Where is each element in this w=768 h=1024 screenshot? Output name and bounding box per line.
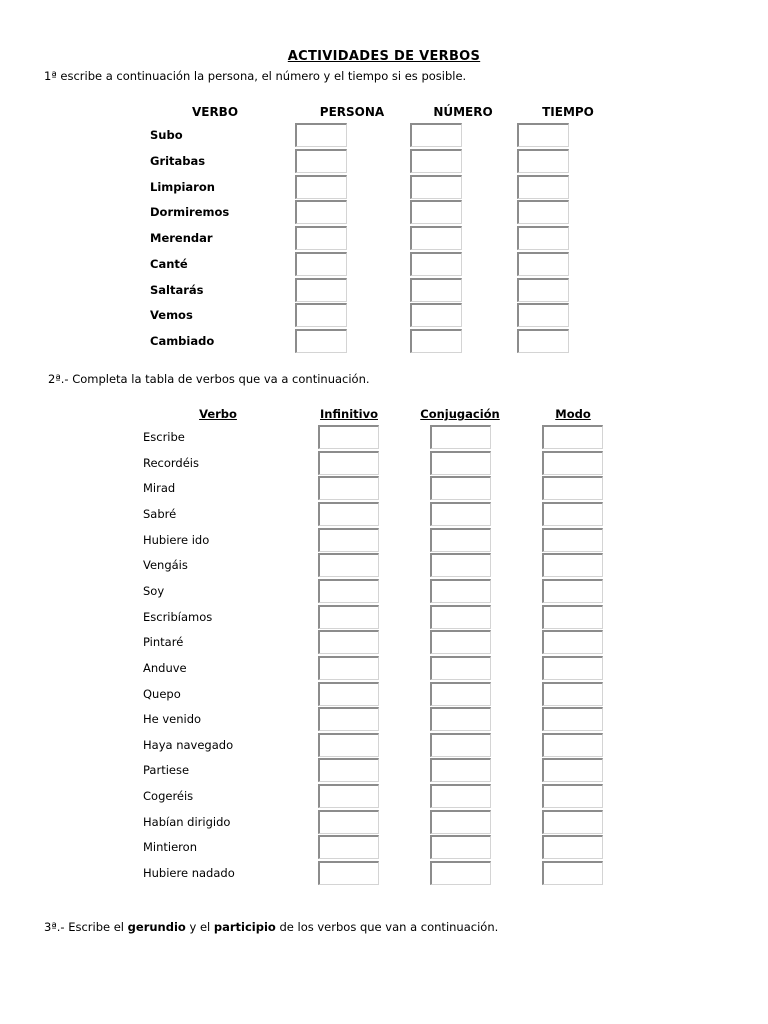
infinitivo-input-box[interactable] — [318, 784, 379, 808]
infinitivo-input-box[interactable] — [318, 835, 379, 859]
persona-input-box[interactable] — [295, 175, 347, 199]
modo-input-box[interactable] — [542, 810, 603, 834]
verb-label: Soy — [143, 583, 165, 598]
verb-label: Vengáis — [143, 558, 188, 573]
gerundio-term: gerundio — [127, 920, 186, 934]
header-conjugacion: Conjugación — [420, 407, 500, 421]
conjugacion-input-box[interactable] — [430, 451, 491, 475]
numero-input-box[interactable] — [410, 123, 462, 147]
conjugacion-input-box[interactable] — [430, 630, 491, 654]
verb-label: Haya navegado — [143, 737, 234, 752]
tiempo-input-box[interactable] — [517, 303, 569, 327]
modo-input-box[interactable] — [542, 835, 603, 859]
conjugacion-input-box[interactable] — [430, 707, 491, 731]
infinitivo-input-box[interactable] — [318, 758, 379, 782]
header-infinitivo: Infinitivo — [320, 407, 378, 421]
verb-label: Gritabas — [150, 153, 206, 168]
infinitivo-input-box[interactable] — [318, 656, 379, 680]
tiempo-input-box[interactable] — [517, 278, 569, 302]
modo-input-box[interactable] — [542, 553, 603, 577]
modo-input-box[interactable] — [542, 528, 603, 552]
verb-label: He venido — [143, 712, 202, 727]
instruction-prefix: 3ª.- Escribe el — [44, 920, 125, 934]
persona-input-box[interactable] — [295, 123, 347, 147]
verb-label: Escribíamos — [143, 609, 213, 624]
modo-input-box[interactable] — [542, 784, 603, 808]
verb-label: Mintieron — [143, 840, 197, 855]
infinitivo-input-box[interactable] — [318, 451, 379, 475]
verb-label: Sabré — [143, 506, 177, 521]
verb-label: Cambiado — [150, 334, 215, 348]
infinitivo-input-box[interactable] — [318, 553, 379, 577]
modo-input-box[interactable] — [542, 733, 603, 757]
persona-input-box[interactable] — [295, 252, 347, 276]
infinitivo-input-box[interactable] — [318, 733, 379, 757]
header-numero: NÚMERO — [433, 105, 493, 119]
infinitivo-input-box[interactable] — [318, 502, 379, 526]
tiempo-input-box[interactable] — [517, 329, 569, 353]
modo-input-box[interactable] — [542, 707, 603, 731]
header-persona: PERSONA — [319, 105, 385, 119]
persona-input-box[interactable] — [295, 226, 347, 250]
verb-label: Recordéis — [143, 455, 199, 470]
infinitivo-input-box[interactable] — [318, 528, 379, 552]
tiempo-input-box[interactable] — [517, 175, 569, 199]
persona-input-box[interactable] — [295, 149, 347, 173]
modo-input-box[interactable] — [542, 861, 603, 885]
modo-input-box[interactable] — [542, 605, 603, 629]
verb-label: Hubiere nadado — [143, 866, 235, 881]
conjugacion-input-box[interactable] — [430, 476, 491, 500]
verb-label: Partiese — [143, 763, 190, 778]
modo-input-box[interactable] — [542, 476, 603, 500]
verb-label: Pintaré — [143, 635, 184, 650]
conjugacion-input-box[interactable] — [430, 502, 491, 526]
instruction-middle: y el — [189, 920, 211, 934]
conjugacion-input-box[interactable] — [430, 605, 491, 629]
verb-label: Mirad — [143, 481, 176, 496]
page-title: ACTIVIDADES DE VERBOS — [287, 49, 481, 64]
numero-input-box[interactable] — [410, 329, 462, 353]
verb-label: Limpiaron — [150, 179, 215, 194]
verb-label: Canté — [150, 256, 188, 271]
persona-input-box[interactable] — [295, 329, 347, 353]
tiempo-input-box[interactable] — [517, 252, 569, 276]
verb-label: Saltarás — [150, 282, 204, 297]
conjugacion-input-box[interactable] — [430, 861, 491, 885]
section3-instruction — [44, 920, 498, 934]
tiempo-input-box[interactable] — [517, 123, 569, 147]
verb-label: Escribe — [143, 430, 185, 444]
numero-input-box[interactable] — [410, 149, 462, 173]
verb-label: Dormiremos — [150, 205, 230, 220]
conjugacion-input-box[interactable] — [430, 579, 491, 603]
modo-input-box[interactable] — [542, 451, 603, 475]
conjugacion-input-box[interactable] — [430, 733, 491, 757]
conjugacion-input-box[interactable] — [430, 682, 491, 706]
infinitivo-input-box[interactable] — [318, 630, 379, 654]
numero-input-box[interactable] — [410, 278, 462, 302]
numero-input-box[interactable] — [410, 175, 462, 199]
verb-label: Merendar — [150, 231, 213, 245]
numero-input-box[interactable] — [410, 226, 462, 250]
infinitivo-input-box[interactable] — [318, 605, 379, 629]
modo-input-box[interactable] — [542, 502, 603, 526]
verb-label: Anduve — [143, 660, 187, 675]
numero-input-box[interactable] — [410, 200, 462, 224]
verb-label: Habían dirigido — [143, 814, 231, 829]
verb-label: Quepo — [143, 686, 181, 701]
conjugacion-input-box[interactable] — [430, 528, 491, 552]
infinitivo-input-box[interactable] — [318, 861, 379, 885]
modo-input-box[interactable] — [542, 656, 603, 680]
conjugacion-input-box[interactable] — [430, 656, 491, 680]
section1-instruction: 1ª escribe a continuación la persona, el número y el tiempo si es posible. — [44, 69, 467, 83]
header-verbo: Verbo — [199, 407, 237, 421]
modo-input-box[interactable] — [542, 758, 603, 782]
verb-label: Vemos — [150, 308, 193, 323]
conjugacion-input-box[interactable] — [430, 784, 491, 808]
section2-instruction: 2ª.- Completa la tabla de verbos que va a continuación. — [48, 372, 370, 386]
persona-input-box[interactable] — [295, 200, 347, 224]
conjugacion-input-box[interactable] — [430, 425, 491, 449]
infinitivo-input-box[interactable] — [318, 476, 379, 500]
numero-input-box[interactable] — [410, 252, 462, 276]
infinitivo-input-box[interactable] — [318, 425, 379, 449]
tiempo-input-box[interactable] — [517, 149, 569, 173]
infinitivo-input-box[interactable] — [318, 707, 379, 731]
conjugacion-input-box[interactable] — [430, 810, 491, 834]
verb-label: Hubiere ido — [143, 532, 210, 547]
participio-term: participio — [213, 920, 276, 934]
infinitivo-input-box[interactable] — [318, 682, 379, 706]
infinitivo-input-box[interactable] — [318, 810, 379, 834]
persona-input-box[interactable] — [295, 303, 347, 327]
conjugacion-input-box[interactable] — [430, 835, 491, 859]
header-modo: Modo — [555, 407, 591, 421]
instruction-suffix: de los verbos que van a continuación. — [279, 920, 499, 934]
header-tiempo: TIEMPO — [542, 105, 594, 119]
modo-input-box[interactable] — [542, 630, 603, 654]
conjugacion-input-box[interactable] — [430, 758, 491, 782]
modo-input-box[interactable] — [542, 682, 603, 706]
infinitivo-input-box[interactable] — [318, 579, 379, 603]
tiempo-input-box[interactable] — [517, 200, 569, 224]
numero-input-box[interactable] — [410, 303, 462, 327]
verb-label: Cogeréis — [143, 789, 194, 804]
verb-label: Subo — [150, 128, 183, 142]
persona-input-box[interactable] — [295, 278, 347, 302]
modo-input-box[interactable] — [542, 425, 603, 449]
modo-input-box[interactable] — [542, 579, 603, 603]
conjugacion-input-box[interactable] — [430, 553, 491, 577]
header-verbo: VERBO — [191, 105, 239, 119]
tiempo-input-box[interactable] — [517, 226, 569, 250]
